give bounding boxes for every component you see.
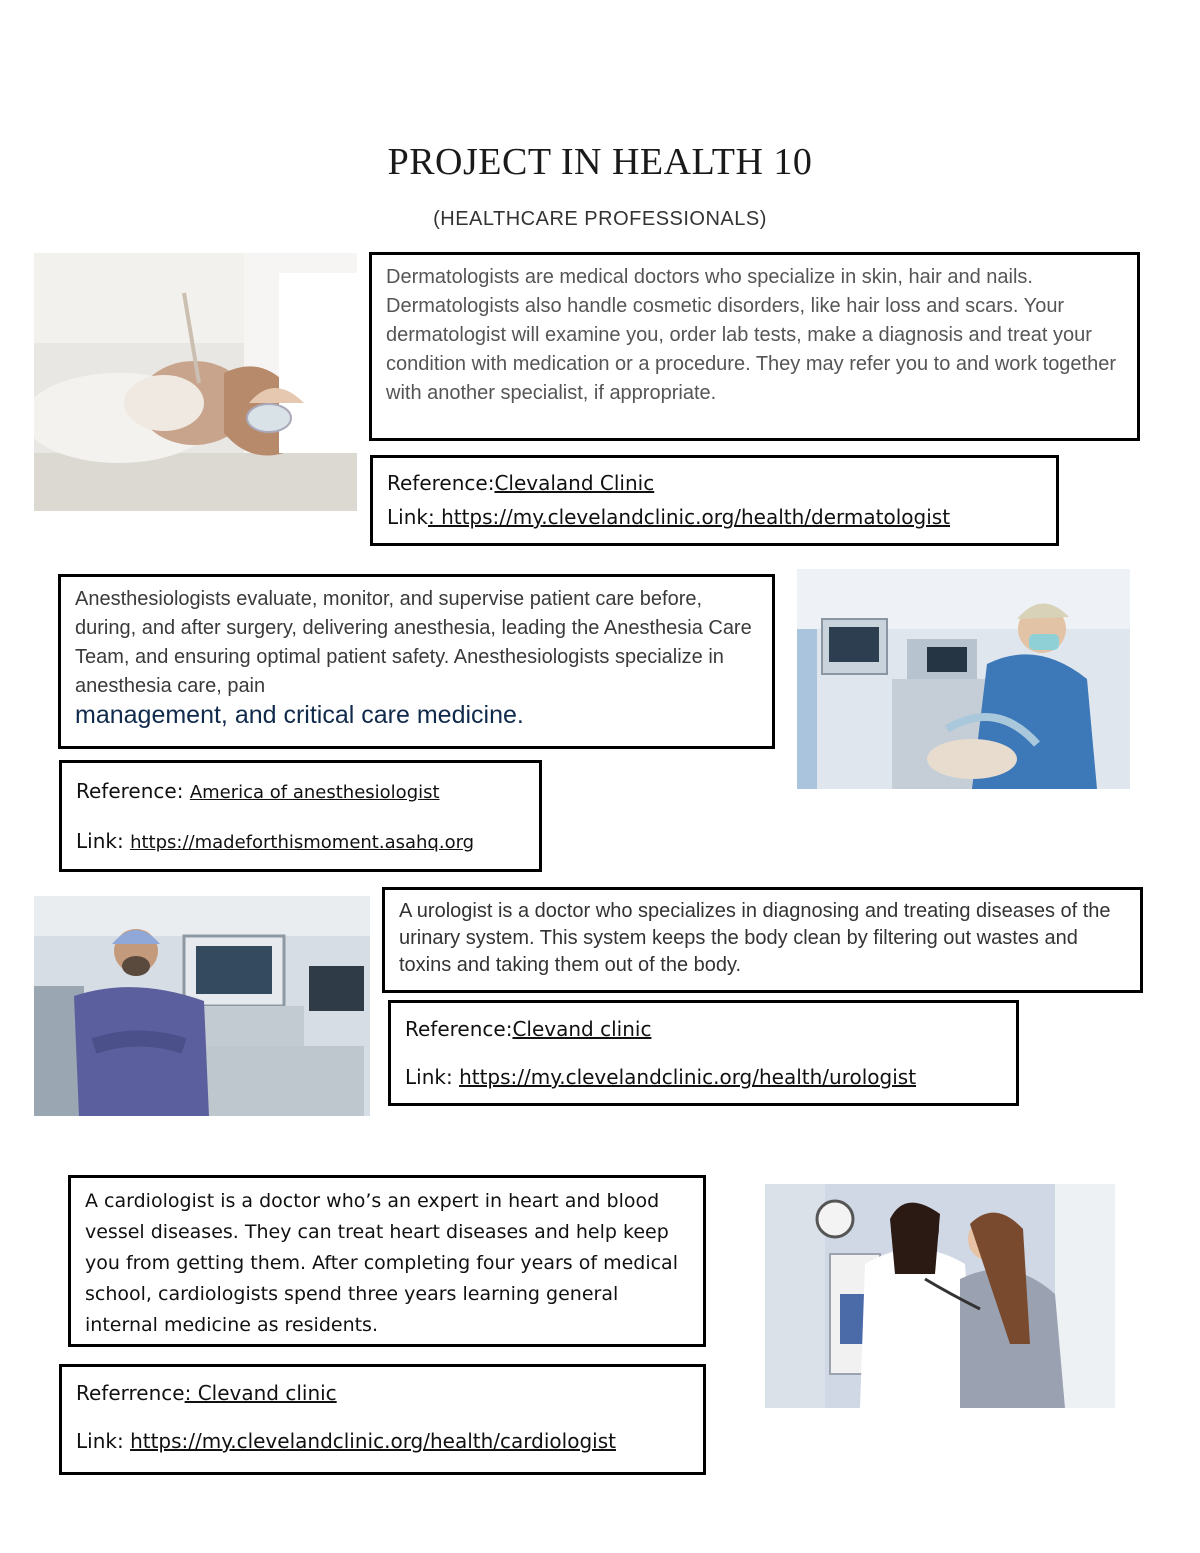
reference-line bbox=[387, 466, 1042, 500]
anesthesiology-photo bbox=[797, 569, 1130, 789]
urologist-description: A urologist is a doctor who specializes in diagnosing and treating diseases of the urinary system. This system keeps the body clean by filtering out wastes and toxins and taking them out of the body. bbox=[399, 900, 1111, 976]
link-label: Link: bbox=[76, 1429, 131, 1453]
anesthesiologist-reference-box bbox=[59, 760, 542, 872]
reference-source-link[interactable]: Clevaland Clinic bbox=[494, 471, 655, 495]
anesthesiologist-description-emphasis: management, and critical care medicine. bbox=[75, 701, 524, 729]
reference-source-link[interactable]: : Clevand clinic bbox=[184, 1381, 337, 1405]
link-label: Link: bbox=[405, 1065, 460, 1089]
page-subtitle: (HEALTHCARE PROFESSIONALS) bbox=[433, 208, 767, 230]
reference-source-link[interactable]: Clevand clinic bbox=[512, 1017, 652, 1041]
cardiologist-description-box bbox=[68, 1175, 706, 1347]
reference-label: Reference: bbox=[76, 779, 190, 803]
reference-line bbox=[76, 1369, 689, 1417]
urologist-reference-box bbox=[388, 1000, 1019, 1106]
cardiologist-reference-box bbox=[59, 1364, 706, 1475]
cardiologist-url-link[interactable]: https://my.clevelandclinic.org/health/cardiologist bbox=[130, 1429, 616, 1453]
page-title: PROJECT IN HEALTH 10 bbox=[387, 141, 813, 183]
reference-line bbox=[405, 1005, 1002, 1053]
dermatologist-url-link[interactable]: : https://my.clevelandclinic.org/health/dermatologist bbox=[427, 505, 951, 529]
anesthesiologist-description-box bbox=[58, 574, 775, 749]
dermatologist-reference-box bbox=[370, 455, 1059, 546]
reference-line bbox=[76, 767, 525, 817]
link-line bbox=[76, 817, 525, 867]
anesthesiologist-url-link[interactable]: https://madeforthismoment.asahq.org bbox=[130, 832, 475, 853]
dermatologist-description-box bbox=[369, 252, 1140, 441]
reference-label: Reference: bbox=[405, 1017, 513, 1041]
cardiologist-description: A cardiologist is a doctor who’s an expert in heart and blood vessel diseases. They can treat heart diseases and help keep you from getting them. After completing four years of medical school, cardiologists spend three years learning general internal medicine as residents. bbox=[85, 1190, 678, 1336]
dermatologist-description: Dermatologists are medical doctors who specialize in skin, hair and nails. Dermatologists also handle cosmetic disorders, like hair loss and scars. Your dermatologist will examine you, order lab tests, make a diagnosis and treat your condition with medication or a procedure. They may refer you to and work together with another specialist, if appropriate. bbox=[386, 266, 1117, 404]
link-label: Link: bbox=[76, 829, 131, 853]
dermatology-photo bbox=[34, 253, 357, 511]
reference-label: Reference: bbox=[387, 471, 495, 495]
cardiology-photo bbox=[765, 1184, 1115, 1408]
anesthesiologist-description: Anesthesiologists evaluate, monitor, and supervise patient care before, during, and after surgery, delivering anesthesia, leading the Anesthesia Care Team, and ensuring optimal patient safety. Anesthesiologists specialize in anesthesia care, pain bbox=[75, 588, 752, 697]
reference-source-link[interactable]: America of anesthesiologist bbox=[189, 782, 440, 803]
urology-photo bbox=[34, 896, 370, 1116]
urologist-description-box bbox=[382, 887, 1143, 993]
link-line bbox=[387, 500, 1042, 534]
link-line bbox=[76, 1417, 689, 1465]
link-line bbox=[405, 1053, 1002, 1101]
urologist-url-link[interactable]: https://my.clevelandclinic.org/health/urologist bbox=[459, 1065, 917, 1089]
link-label: Link bbox=[387, 505, 428, 529]
reference-label: Referrence bbox=[76, 1381, 185, 1405]
